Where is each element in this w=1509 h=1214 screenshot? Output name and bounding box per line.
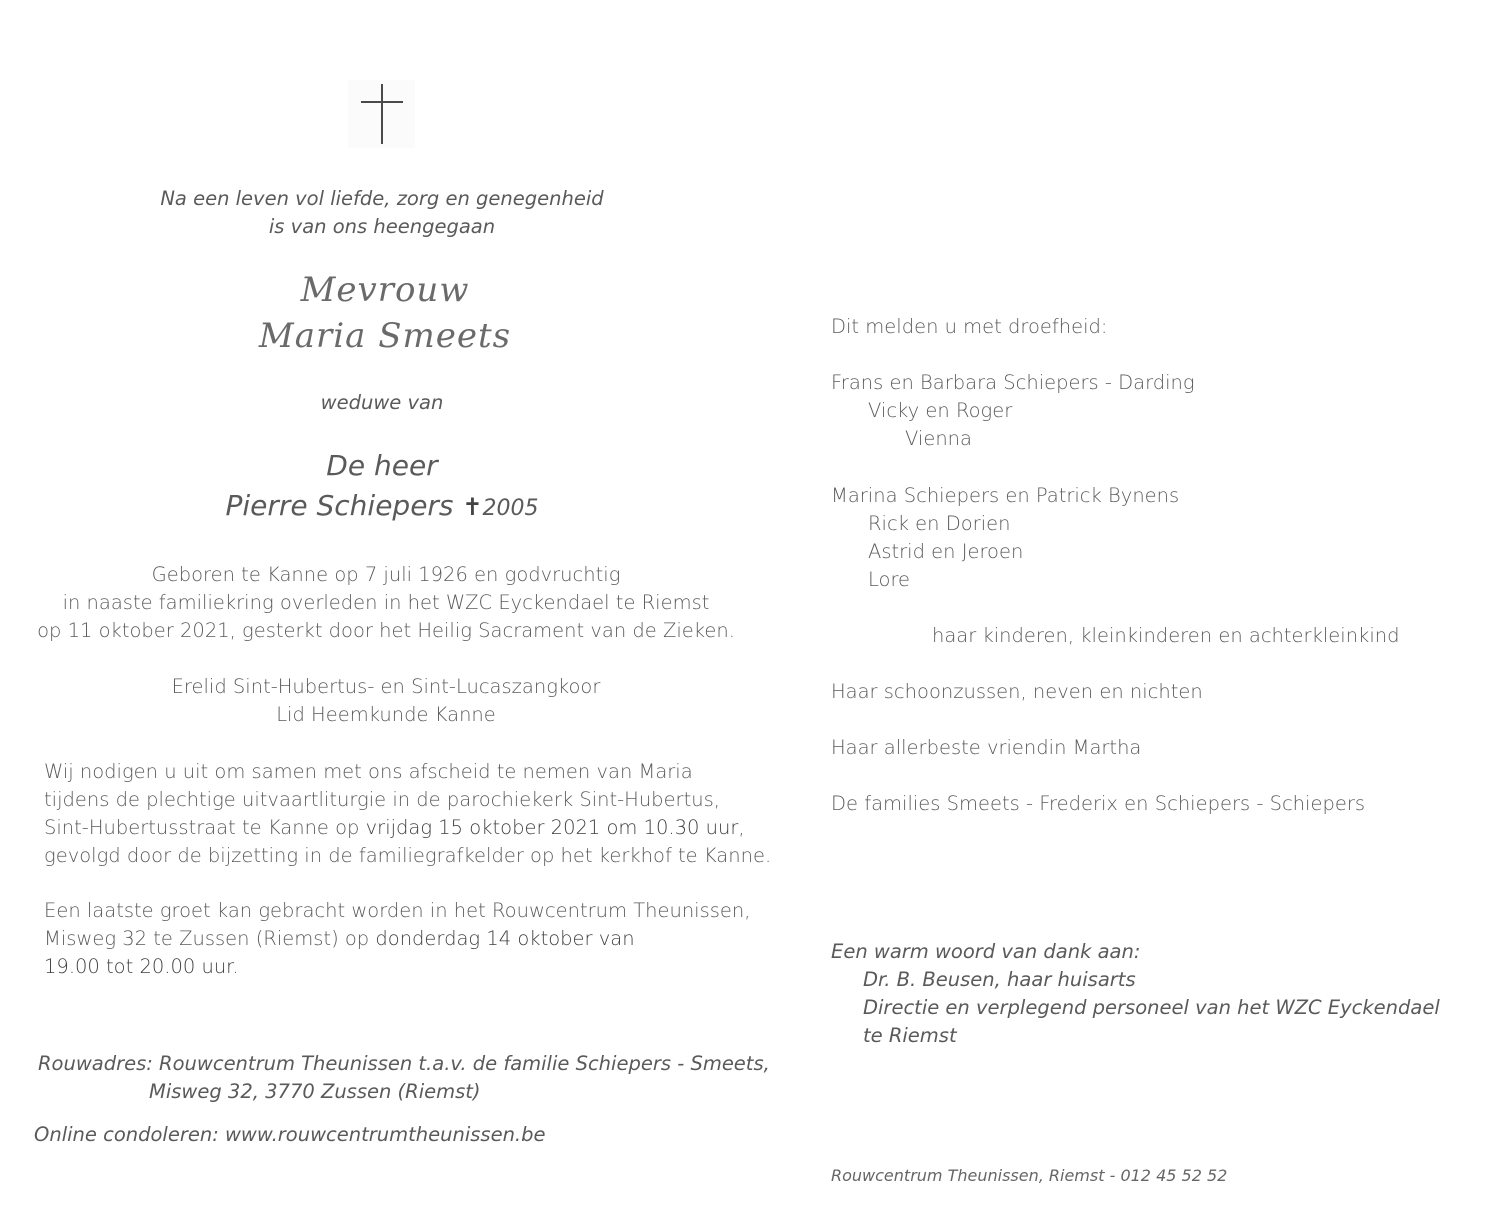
invitation-line-1: Wij nodigen u uit om samen met ons afscheid te nemen van Maria [44, 760, 693, 783]
thanks-heading: Een warm woord van dank aan: [831, 940, 1141, 963]
family-member: Frans en Barbara Schiepers - Darding [831, 371, 1195, 394]
family-member: Marina Schiepers en Patrick Bynens [831, 484, 1180, 507]
memberships-text [86, 673, 686, 729]
farewell-line-1: Een laatste groet kan gebracht worden in het Rouwcentrum Theunissen, [44, 899, 751, 922]
thanks-line-2: Directie en verplegend personeel van het WZC Eyckendael [863, 996, 1440, 1019]
online-condolence: Online condoleren: www.rouwcentrumtheunissen.be [34, 1123, 546, 1146]
thanks-line-3: te Riemst [863, 1024, 957, 1047]
intro-text [82, 185, 682, 241]
family-member: Lore [868, 568, 911, 591]
intro-line-2: is van ons heengegaan [268, 215, 496, 238]
invitation-line-3-post: , [738, 816, 745, 839]
footer-funeral-home: Rouwcentrum Theunissen, Riemst - 012 45 52 52 [831, 1166, 1228, 1185]
invitation-line-3 [44, 814, 764, 842]
birth-death-line-2: in naaste familiekring overleden in het WZC Eyckendael te Riemst [62, 591, 710, 614]
birth-death-line-3: op 11 oktober 2021, gesterkt door het Heilig Sacrament van de Zieken. [37, 619, 735, 642]
mourning-address [38, 1050, 770, 1106]
farewell-line-2-pre: Misweg 32 te Zussen (Riemst) op [44, 927, 376, 950]
address-line-2: Misweg 32, 3770 Zussen (Riemst) [149, 1080, 481, 1103]
intro-line-1: Na een leven vol liefde, zorg en genegenheid [160, 187, 604, 210]
thanks-block [831, 938, 1471, 1050]
funeral-datetime: vrijdag 15 oktober 2021 om 10.30 uur [365, 816, 739, 839]
invitation-line-4: gevolgd door de bijzetting in de familiegrafkelder op het kerkhof te Kanne. [44, 844, 772, 867]
invitation-line-3-pre: Sint-Hubertusstraat te Kanne op [44, 816, 366, 839]
thanks-line-1: Dr. B. Beusen, haar huisarts [863, 968, 1136, 991]
farewell-line-2 [44, 925, 764, 953]
farewell-date: donderdag 14 oktober van [375, 927, 635, 950]
inlaws-line: Haar schoonzussen, neven en nichten [831, 680, 1203, 703]
children-summary: haar kinderen, kleinkinderen en achterkleinkind [932, 624, 1400, 647]
farewell-line-3 [44, 953, 764, 981]
family-group-1 [831, 369, 1451, 453]
spouse-block [132, 446, 632, 529]
spouse-name: Pierre Schiepers [225, 489, 454, 522]
membership-line-2: Lid Heemkunde Kanne [276, 703, 496, 726]
birth-death-line-1: Geboren te Kanne op 7 juli 1926 en godvruchtig [151, 563, 621, 586]
family-member: Rick en Dorien [868, 512, 1011, 535]
family-heading: Dit melden u met droefheid: [831, 315, 1108, 338]
cross-vertical-bar [381, 84, 383, 144]
family-member: Vicky en Roger [868, 399, 1013, 422]
address-line-1: Rouwadres: Rouwcentrum Theunissen t.a.v. de familie Schiepers - Smeets, [38, 1052, 770, 1075]
family-group-2 [831, 482, 1451, 594]
invitation-line-2: tijdens de plechtige uitvaartliturgie in de parochiekerk Sint-Hubertus, [44, 788, 720, 811]
spouse-death-year: 2005 [482, 496, 539, 521]
spouse-title: De heer [326, 449, 438, 482]
deceased-name: Maria Smeets [258, 316, 512, 356]
cross-horizontal-bar [361, 101, 403, 103]
membership-line-1: Erelid Sint-Hubertus- en Sint-Lucaszangkoor [171, 675, 601, 698]
invitation-text [44, 758, 772, 870]
spouse-name-line [132, 486, 632, 529]
farewell-text [44, 897, 764, 981]
deceased-name-block [185, 267, 585, 359]
deceased-title: Mevrouw [300, 270, 470, 310]
farewell-line-3-post: . [232, 955, 239, 978]
cross-icon: ✝ [462, 493, 483, 521]
families-line: De families Smeets - Frederix en Schiepers - Schiepers [831, 792, 1366, 815]
family-member: Astrid en Jeroen [868, 540, 1024, 563]
farewell-time: 19.00 tot 20.00 uur [44, 955, 233, 978]
widow-of-label: weduwe van [320, 391, 444, 414]
family-member: Vienna [905, 427, 972, 450]
friend-line: Haar allerbeste vriendin Martha [831, 736, 1142, 759]
birth-death-text [36, 561, 736, 645]
